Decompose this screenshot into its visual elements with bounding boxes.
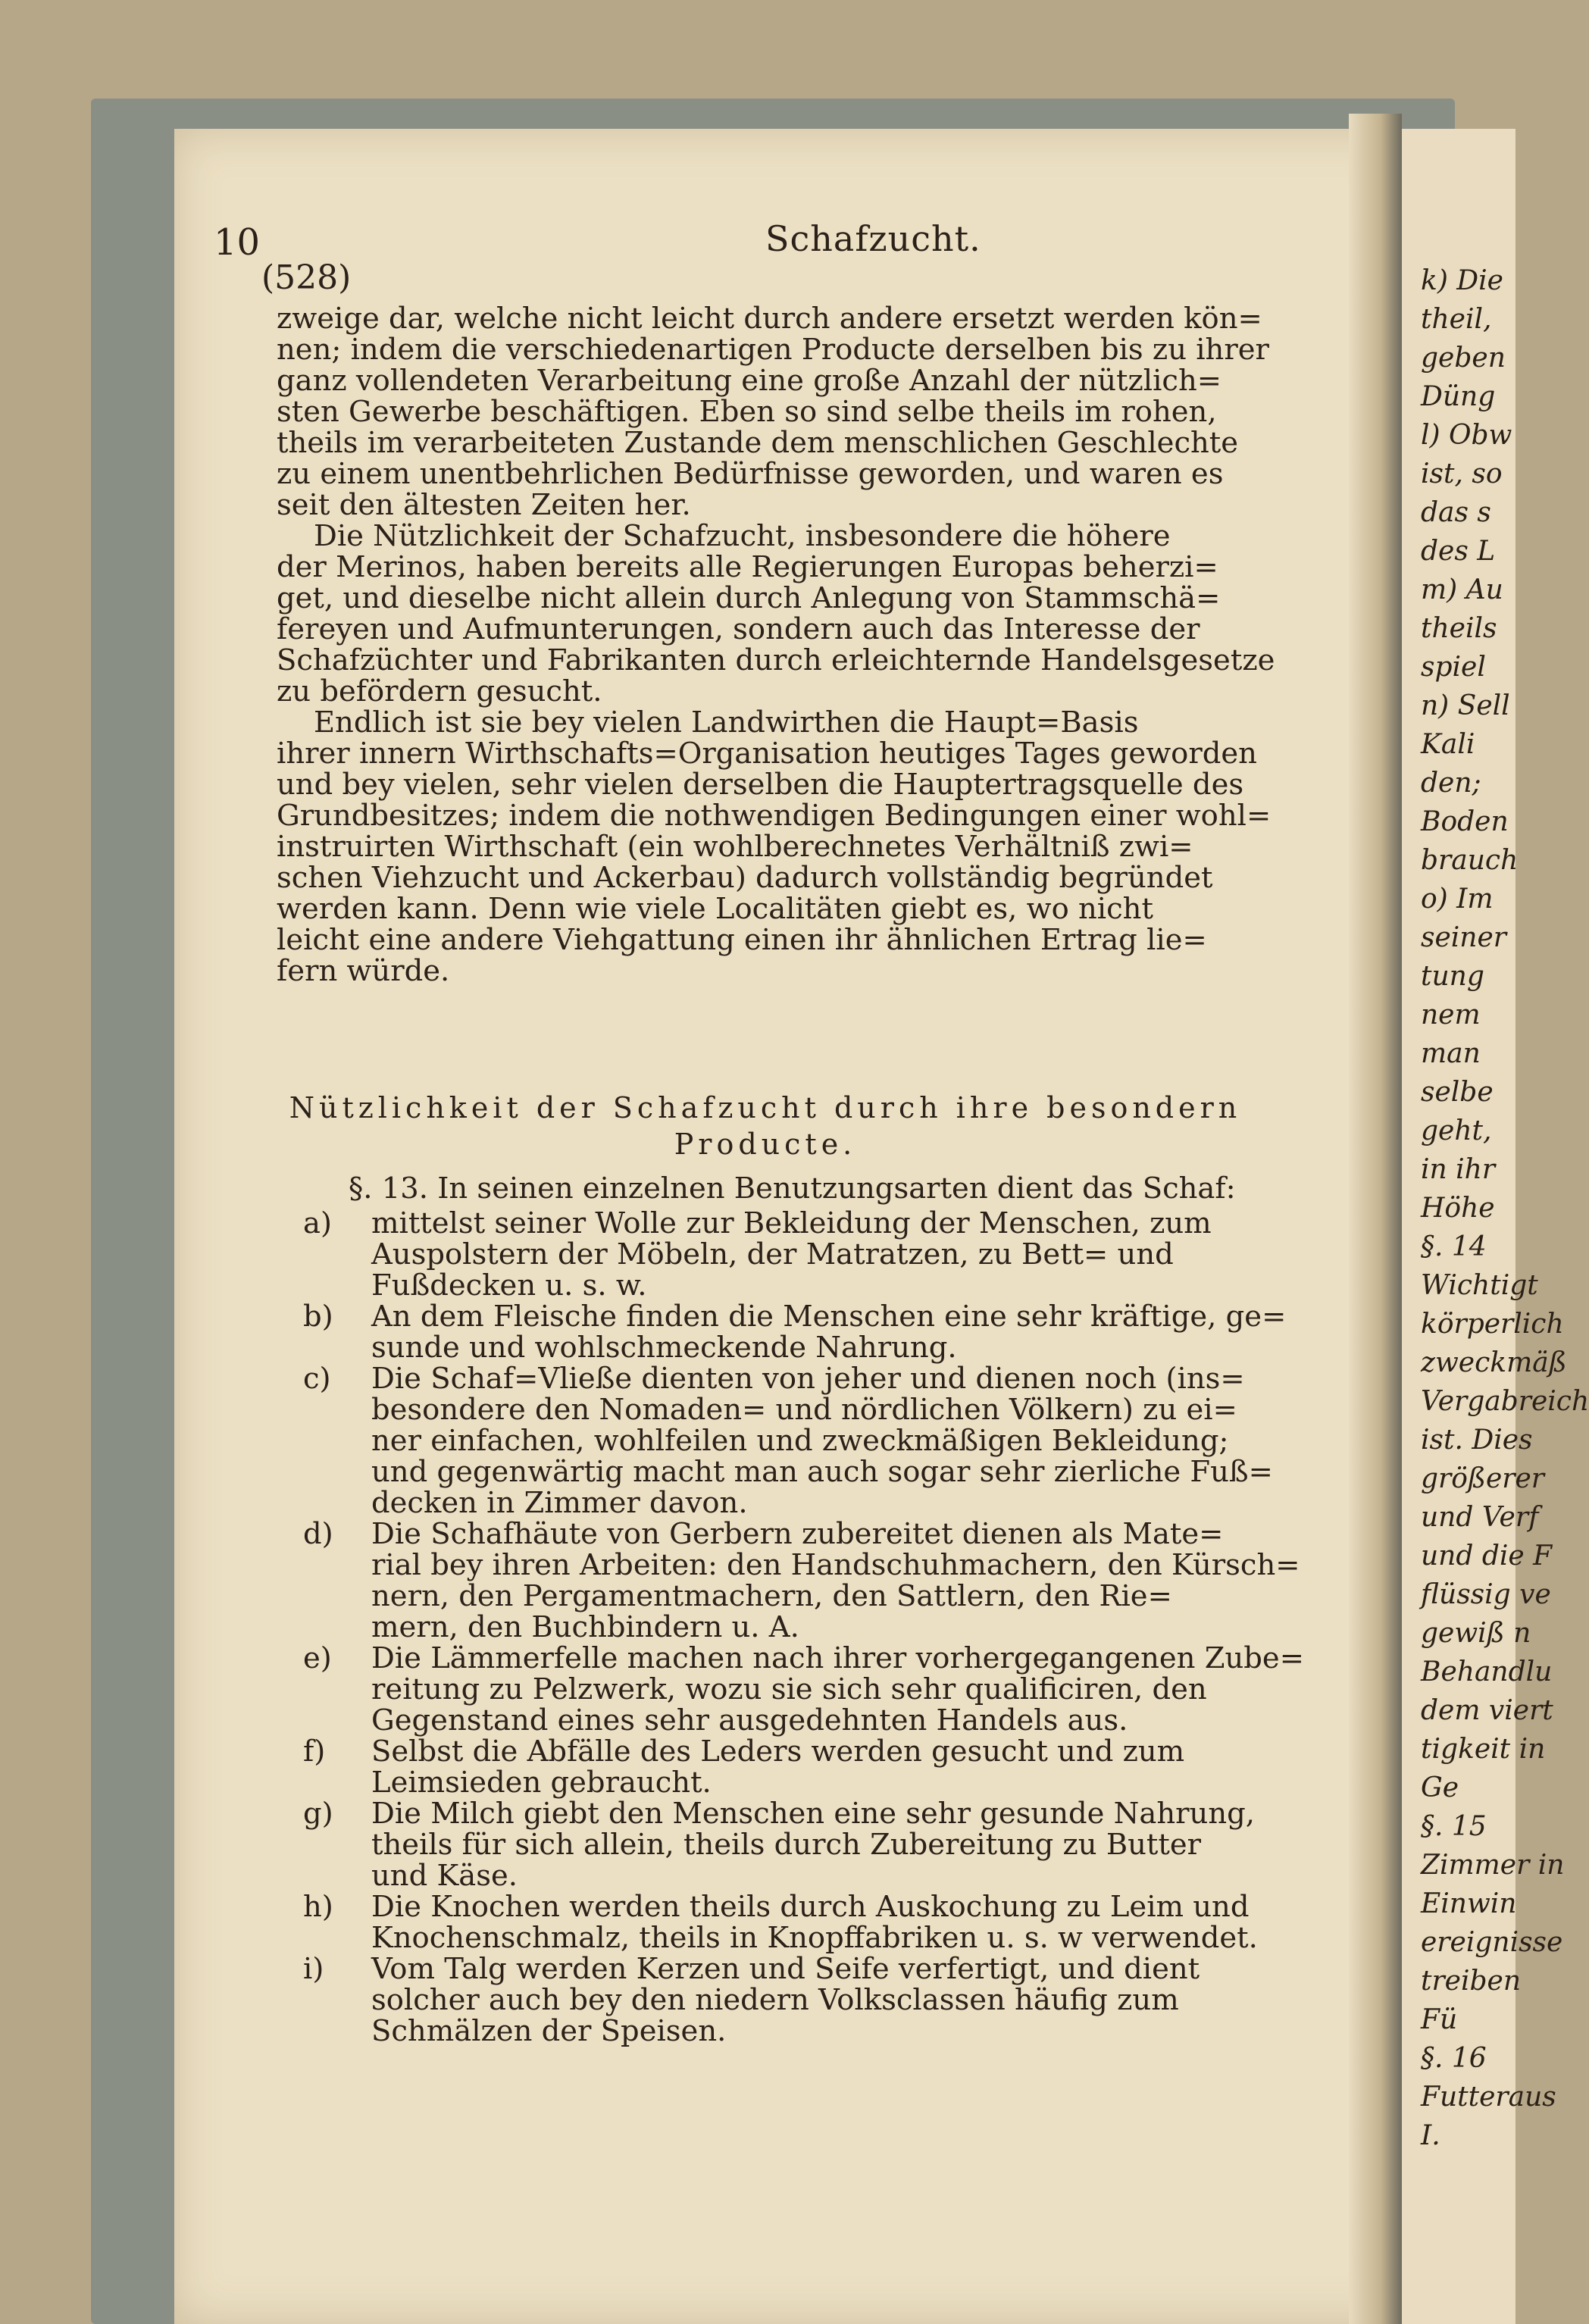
list-item-label: g) [303, 1797, 333, 1831]
list-item-line: Die Lämmerfelle machen nach ihrer vorhergegangenen Zube= [371, 1641, 1304, 1675]
text-line: nen; indem die verschiedenartigen Producte derselben bis zu ihrer [277, 333, 1269, 367]
list-item-line: besondere den Nomaden= und nördlichen Völkern) zu ei= [371, 1393, 1237, 1427]
list-item-line: decken in Zimmer davon. [371, 1486, 748, 1520]
list-item-line: mittelst seiner Wolle zur Bekleidung der Menschen, zum [371, 1206, 1212, 1240]
file-number: (528) [261, 258, 352, 297]
adjacent-page-fragment: Boden [1421, 806, 1509, 837]
list-item-line: Die Milch giebt den Menschen eine sehr gesunde Nahrung, [371, 1797, 1255, 1831]
text-line: Schafzüchter und Fabrikanten durch erleichternde Handelsgesetze [277, 643, 1275, 677]
adjacent-page-fragment: l) Obw [1421, 420, 1512, 451]
list-item-label: d) [303, 1517, 333, 1551]
text-line: sten Gewerbe beschäftigen. Eben so sind selbe theils im rohen, [277, 395, 1217, 429]
text-line: Die Nützlichkeit der Schafzucht, insbesondere die höhere [277, 519, 1171, 553]
list-item-line: An dem Fleische finden die Menschen eine sehr kräftige, ge= [371, 1300, 1287, 1334]
adjacent-page-fragment: o) Im [1421, 884, 1494, 915]
list-item-line: Auspolstern der Möbeln, der Matratzen, zu Bett= und [371, 1237, 1174, 1271]
text-line: fereyen und Aufmunterungen, sondern auch das Interesse der [277, 612, 1200, 646]
adjacent-page-fragment: in ihr [1421, 1154, 1496, 1185]
list-item-line: und Käse. [371, 1859, 518, 1893]
adjacent-page-fragment: selbe [1421, 1077, 1494, 1108]
list-item-line: und gegenwärtig macht man auch sogar sehr zierliche Fuß= [371, 1455, 1273, 1489]
list-item [303, 1641, 1304, 1738]
adjacent-page-fragment: Futteraus [1421, 2082, 1556, 2113]
adjacent-page-fragment: ereignisse [1421, 1927, 1563, 1958]
list-item [303, 1891, 1258, 1953]
list-item [303, 1953, 1258, 2047]
adjacent-page-fragment: theils [1421, 613, 1497, 644]
adjacent-page-fragment: das s [1421, 497, 1491, 528]
adjacent-page-fragment: und die F [1421, 1540, 1553, 1572]
list-item-line: Knochenschmalz, theils in Knopffabriken u. s. w verwendet. [371, 1921, 1258, 1955]
adjacent-page-fragment: man [1421, 1038, 1481, 1069]
text-line: instruirten Wirthschaft (ein wohlberechnetes Verhältniß zwi= [277, 830, 1193, 864]
adjacent-page-fragment: Ge [1421, 1772, 1459, 1803]
intro-text [277, 302, 1275, 988]
adjacent-page-fragment: spiel [1421, 652, 1486, 683]
text-line: zu befördern gesucht. [277, 674, 602, 708]
text-line: Endlich ist sie bey vielen Landwirthen die Haupt=Basis [277, 705, 1139, 740]
list-item-line: Die Schaf=Vließe dienten von jeher und dienen noch (ins= [371, 1362, 1245, 1396]
adjacent-page-fragment: gewiß n [1421, 1618, 1531, 1649]
adjacent-page-fragment: n) Sell [1421, 690, 1510, 721]
list-item-line: Vom Talg werden Kerzen und Seife verfertigt, und dient [371, 1952, 1200, 1986]
adjacent-page-fragment: Fü [1421, 2004, 1458, 2035]
list-item-line: Leimsieden gebraucht. [371, 1766, 712, 1800]
adjacent-page-fragment: m) Au [1421, 574, 1503, 605]
list-item [303, 1798, 1258, 1891]
adjacent-page [1402, 129, 1589, 2324]
adjacent-page-fragment: zweckmäß [1421, 1347, 1567, 1378]
adjacent-page-fragment: Vergabreich [1421, 1386, 1589, 1417]
text-line: ganz vollendeten Verarbeitung eine große Anzahl der nützlich= [277, 364, 1222, 398]
list-item [303, 1736, 1258, 1798]
adjacent-page-fragment: Einwin [1421, 1888, 1517, 1919]
adjacent-page-fragment: Wichtigt [1421, 1270, 1538, 1301]
text-line: get, und dieselbe nicht allein durch Anlegung von Stammschä= [277, 581, 1221, 615]
adjacent-page-fragment: ist. Dies [1421, 1425, 1533, 1456]
list-item-label: b) [303, 1300, 333, 1334]
list-item-line: Die Knochen werden theils durch Auskochung zu Leim und [371, 1890, 1250, 1924]
adjacent-page-fragment: Behandlu [1421, 1656, 1553, 1687]
adjacent-page-fragment: tigkeit in [1421, 1734, 1546, 1765]
list-item-line: theils für sich allein, theils durch Zubereitung zu Butter [371, 1828, 1202, 1862]
adjacent-page-fragment: Zimmer in [1421, 1850, 1565, 1881]
adjacent-page-fragment: treiben [1421, 1966, 1522, 1997]
list-item-line: rial bey ihren Arbeiten: den Handschuhmachern, den Kürsch= [371, 1548, 1300, 1582]
adjacent-page-fragment: Höhe [1421, 1193, 1495, 1224]
adjacent-page-fragment: k) Die [1421, 265, 1503, 296]
text-line: zu einem unentbehrlichen Bedürfnisse geworden, und waren es [277, 457, 1224, 491]
adjacent-page-fragment: den; [1421, 768, 1481, 799]
adjacent-page-fragment: seiner [1421, 922, 1506, 953]
list-item-line: reitung zu Pelzwerk, wozu sie sich sehr qualificiren, den [371, 1672, 1207, 1706]
adjacent-page-fragment: theil, [1421, 304, 1492, 335]
section-heading-line2: Producte. [674, 1128, 857, 1161]
adjacent-page-fragment: körperlich [1421, 1309, 1564, 1340]
text-line: fern würde. [277, 954, 450, 988]
adjacent-page-fragment: ist, so [1421, 458, 1503, 490]
list-item-line: Gegenstand eines sehr ausgedehnten Handels aus. [371, 1703, 1128, 1738]
list-item-label: f) [303, 1734, 326, 1769]
list-item [303, 1300, 1287, 1365]
adjacent-page-fragment: geben [1421, 343, 1506, 374]
list-item-line: sunde und wohlschmeckende Nahrung. [371, 1331, 957, 1365]
adjacent-page-fragment: nem [1421, 999, 1481, 1031]
adjacent-page-fragment: §. 16 [1421, 2043, 1487, 2074]
list-item-label: h) [303, 1890, 333, 1924]
section-heading-line1: Nützlichkeit der Schafzucht durch ihre besondern [289, 1091, 1242, 1124]
list-item-line: ner einfachen, wohlfeilen und zweckmäßigen Bekleidung; [371, 1424, 1229, 1458]
list-item-line: mern, den Buchbindern u. A. [371, 1610, 799, 1644]
text-line: seit den ältesten Zeiten her. [277, 488, 691, 522]
adjacent-page-fragment: größerer [1421, 1463, 1545, 1494]
section-intro: §. 13. In seinen einzelnen Benutzungsarten dient das Schaf: [349, 1171, 1236, 1206]
list-item [303, 1362, 1273, 1520]
list-item-line: Fußdecken u. s. w. [371, 1268, 647, 1303]
adjacent-page-fragment: tung [1421, 961, 1484, 992]
adjacent-page-fragment: I. [1421, 2120, 1440, 2151]
list-item-label: e) [303, 1641, 332, 1675]
list-item-label: c) [303, 1362, 331, 1396]
text-line: und bey vielen, sehr vielen derselben die Hauptertragsquelle des [277, 768, 1244, 802]
adjacent-page-fragment: Kali [1421, 729, 1475, 760]
list-item-line: Die Schafhäute von Gerbern zubereitet dienen als Mate= [371, 1517, 1224, 1551]
text-line: leicht eine andere Viehgattung einen ihr ähnlichen Ertrag lie= [277, 923, 1207, 957]
adjacent-page-fragment: §. 15 [1421, 1811, 1487, 1842]
list-item [303, 1208, 1258, 1301]
list-item-line: Selbst die Abfälle des Leders werden gesucht und zum [371, 1734, 1185, 1769]
list-item-label: a) [303, 1206, 332, 1240]
text-line: ihrer innern Wirthschafts=Organisation heutiges Tages geworden [277, 737, 1257, 771]
text-line: Grundbesitzes; indem die nothwendigen Bedingungen einer wohl= [277, 799, 1272, 833]
list-item [303, 1517, 1300, 1644]
adjacent-page-fragment: und Verf [1421, 1502, 1539, 1533]
list-item-line: solcher auch bey den niedern Volksclassen häufig zum [371, 1983, 1179, 2017]
page-number: 10 [214, 221, 261, 264]
page-gutter [1349, 114, 1402, 2324]
list-item-line: Schmälzen der Speisen. [371, 2014, 727, 2048]
text-line: theils im verarbeiteten Zustande dem menschlichen Geschlechte [277, 426, 1239, 460]
adjacent-page-fragment: flüssig ve [1421, 1579, 1551, 1610]
text-line: werden kann. Denn wie viele Localitäten giebt es, wo nicht [277, 892, 1153, 926]
list-item-label: i) [303, 1952, 324, 1986]
list-item-line: nern, den Pergamentmachern, den Sattlern, den Rie= [371, 1579, 1172, 1613]
text-line: zweige dar, welche nicht leicht durch andere ersetzt werden kön= [277, 302, 1262, 336]
uses-list [303, 1206, 1304, 2048]
adjacent-page-fragment: geht, [1421, 1115, 1492, 1146]
text-line: der Merinos, haben bereits alle Regierungen Europas beherzi= [277, 550, 1218, 584]
running-head: Schafzucht. [765, 218, 981, 259]
adjacent-page-fragment: brauch [1421, 845, 1519, 876]
adjacent-page-fragment: Düng [1421, 381, 1496, 412]
adjacent-page-fragment: §. 14 [1421, 1231, 1487, 1262]
text-line: schen Viehzucht und Ackerbau) dadurch vollständig begründet [277, 861, 1213, 895]
adjacent-page-fragment: des L [1421, 536, 1496, 567]
adjacent-page-fragment: dem viert [1421, 1695, 1553, 1726]
